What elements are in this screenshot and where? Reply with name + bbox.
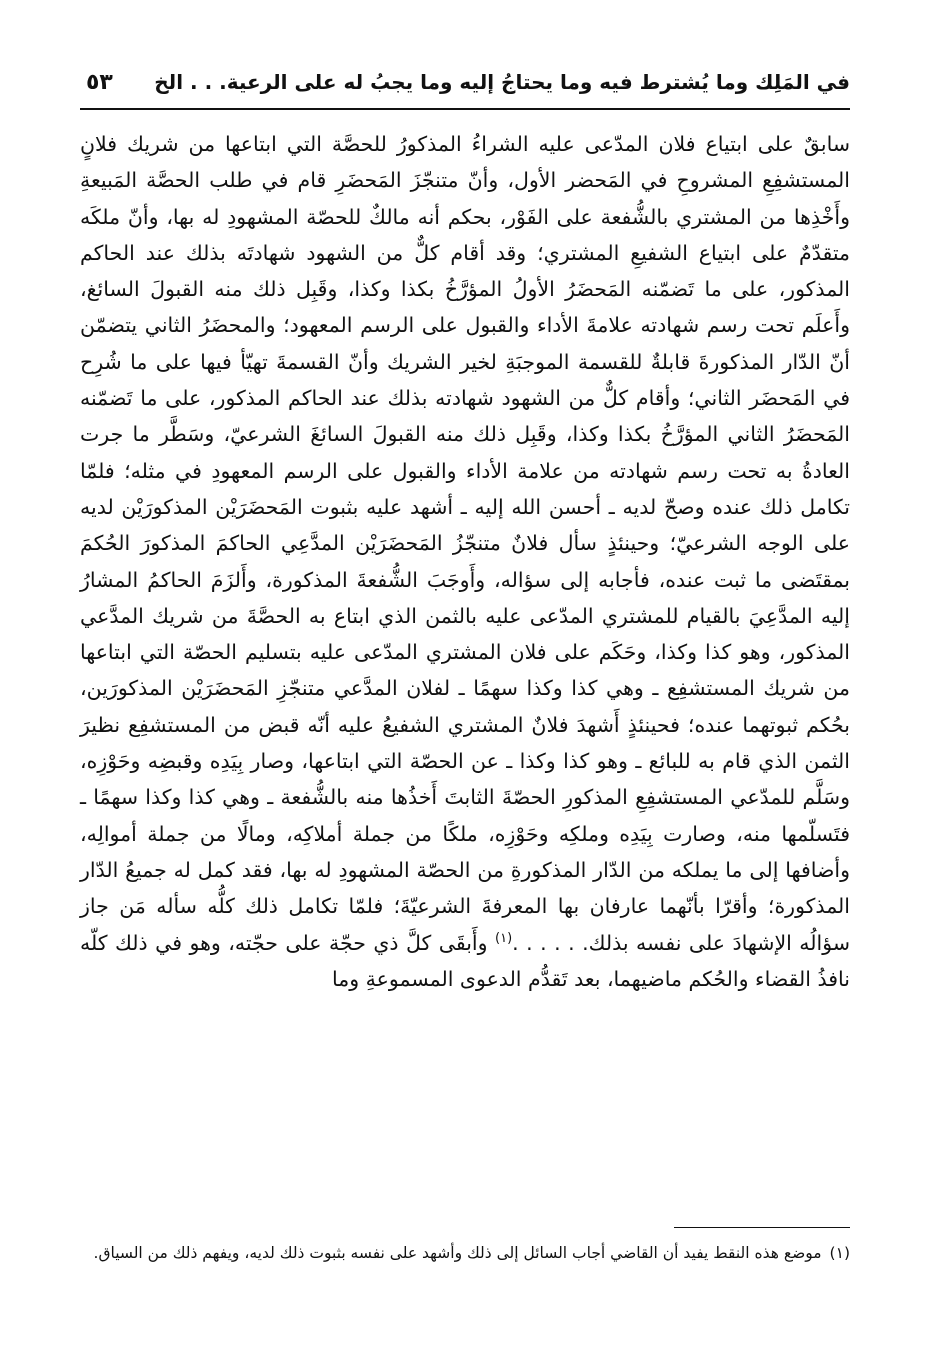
footnote-divider — [674, 1227, 850, 1228]
footnote — [80, 1238, 850, 1268]
main-text-part-2: وأَبقَى كلَّ ذي حجّة على حجّته، وهو في ذلك كلّه نافذُ القضاء والحُكم ماضيهما، بعد تَقدُّم الدعوى المسموعةِ وما — [80, 930, 850, 991]
running-header — [80, 60, 850, 110]
main-text — [80, 126, 850, 997]
footnote-number: (١) — [829, 1244, 850, 1262]
document-page — [80, 60, 850, 1262]
footnote-reference-marker: (١) — [495, 930, 513, 946]
running-header-title: في المَلِك وما يُشترط فيه وما يحتاجُ إليه وما يجبُ له على الرعية. . . الخ — [154, 70, 850, 94]
footnote-text: موضع هذه النقط يفيد أن القاضي أجاب السائل إلى ذلك وأشهد على نفسه بثبوت ذلك لديه، ويفهم ذلك من السياق. — [93, 1244, 822, 1262]
main-text-part-1: سابقٌ على ابتياع فلان المدّعى عليه الشراءُ المذكورُ للحصَّة التي ابتاعها من شريك فلانٍ المستشفِعِ المشروحِ في المَحضر الأول، وأنّ متنجّزَ المَحضَرِ قام في طلب الحصَّة المَبيعةِ وأَخْذِها من المشتري بالشُّفعة على الفَوْر، بحكم أنه مالكٌ للحصّة المشهودِ له بها، وأنّ ملكَه متقدّمٌ على ابتياع الشفيعِ المشتري؛ وقد أقام كلٌّ من الشهود شهادتَه بذلك عند الحاكم المذكور، على ما تَضمّنه المَحضَرُ الأولُ المؤرَّخُ بكذا وكذا، وقَبِل ذلك منه القبولَ السائغ، وأَعلَم تحت رسم شهادته علامةَ الأداء والقبول على الرسم المعهود؛ والمحضَرُ الثاني يتضمّن أنّ الدّار المذكورةَ قابلةٌ للقسمة الموجبَةِ لخير الشريك وأنّ القسمةَ تهيّأ فيها على ما شُرِح في المَحضَر الثاني؛ وأقام كلٌّ من الشهود شهادته بذلك عند الحاكم المذكور، على ما تَضمّنه المَحضَرُ الثاني المؤرَّخُ بكذا وكذا، وقَبِل ذلك منه القبولَ السائغَ الشرعيّ، وسَطَّر ما جرت العادةُ به تحت رسم شهادته من علامة الأداء والقبول على الرسم المعهودِ في مثله؛ فلمّا تكامل ذلك عنده وصحّ لديه ـ أحسن الله إليه ـ أشهد عليه بثبوت المَحضَرَيْن المذكورَيْن لديه على الوجه الشرعيّ؛ وحينئذٍ سأل فلانٌ متنجّزُ المَحضَرَيْن المدَّعِي الحاكمَ المذكورَ الحُكمَ بمقتَضى ما ثبت عنده، فأجابه إلى سؤاله، وأَوجَبَ الشُّفعةَ المذكورة، وأَلزَمَ الحاكمُ المشارُ إليه المدَّعِيَ بالقيام للمشتري المدّعى عليه بالثمن الذي ابتاع به الحصَّةَ من شريك المدَّعي المذكور، وهو كذا وكذا، وحَكَم على فلان المشتري المدّعى عليه بتسليم الحصّة التي ابتاعها من شريك المستشفِع ـ وهي كذا وكذا سهمًا ـ لفلان المدَّعي متنجّزِ المَحضَرَيْن المذكورَين، بحُكم ثبوتهما عنده؛ فحينئذٍ أَشهدَ فلانٌ المشتري الشفيعُ عليه أنّه قبض من المستشفِع نظيرَ الثمن الذي قام به للبائع ـ وهو كذا وكذا ـ عن الحصّة التي ابتاعها، وصار بِيَدِه وقبضِه وحَوْزِه، وسَلَّم للمدّعي المستشفِعِ المذكورِ الحصّةَ الثابتَ أَخذُها منه بالشُّفعة ـ وهي كذا وكذا سهمًا ـ فتَسلّمها منه، وصارت بِيَدِه وملكِه وحَوْزِه، ملكًا من جملة أملاكِه، ومالًا من جملة أموالِه، وأضافها إلى ما يملكه من الدّار المذكورةِ من الحصّة المشهودِ له بها، فقد كمل له جميعُ الدّار المذكورة؛ وأقرّا بأنّهما عارفان بها المعرفةَ الشرعيّةَ؛ فلمّا تكامل ذلك كلُّه سأله مَن جاز سؤالُه الإشهادَ على نفسه بذلك. . . . . . — [80, 132, 850, 955]
page-number: ٥٣ — [86, 70, 113, 95]
